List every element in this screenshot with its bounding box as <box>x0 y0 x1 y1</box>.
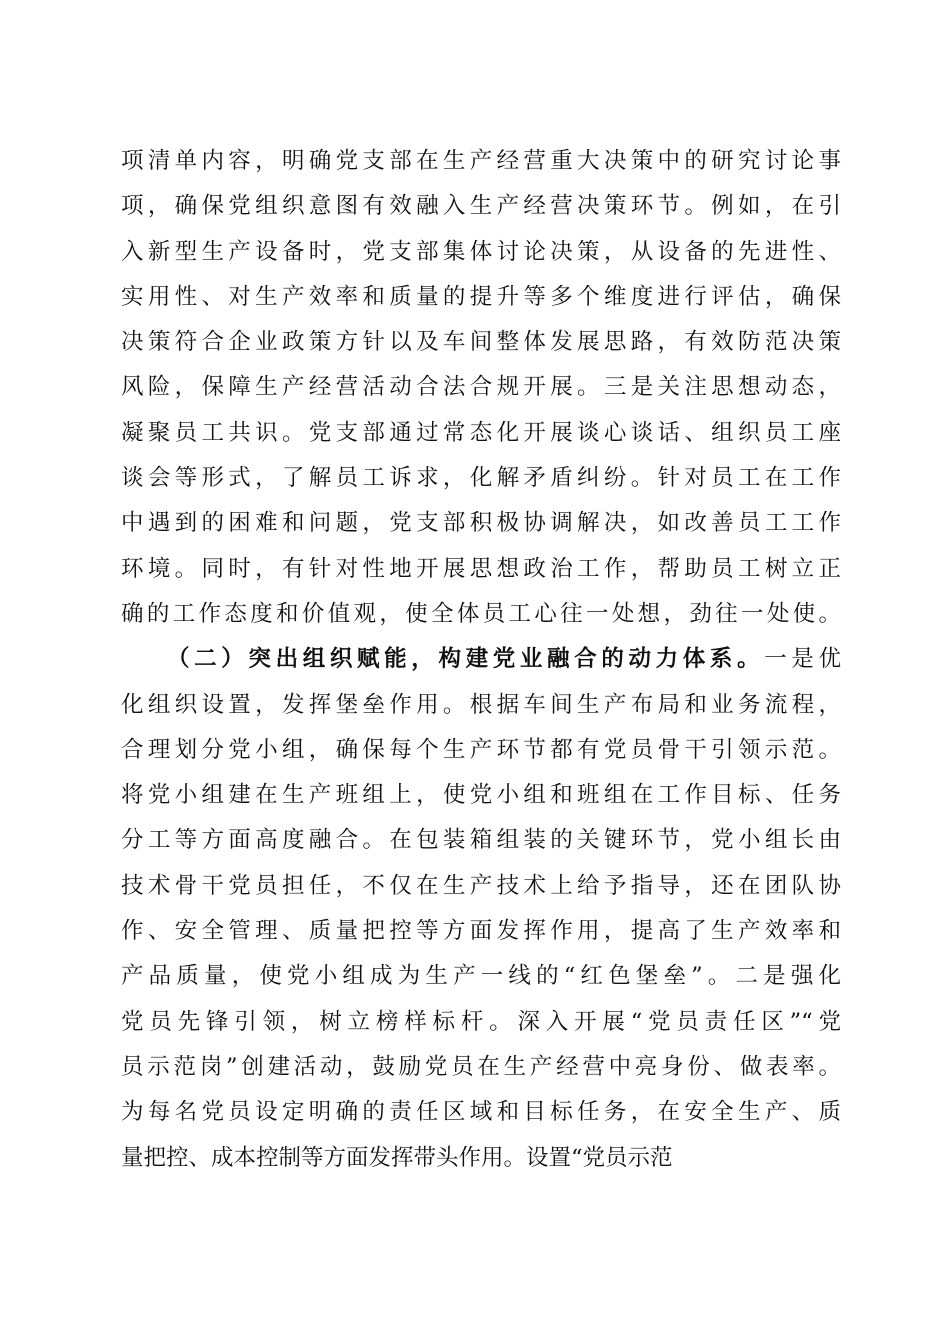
text-line: 项，确保党组织意图有效融入生产经营决策环节。例如，在引 <box>121 193 841 220</box>
text-line: 员示范岗”创建活动，鼓励党员在生产经营中亮身份、做表率。 <box>121 1053 841 1080</box>
text-line: 化组织设置，发挥堡垒作用。根据车间生产布局和业务流程， <box>121 691 841 718</box>
section-heading: （二）突出组织赋能，构建党业融合的动力体系。 <box>167 646 765 673</box>
text-line: 确的工作态度和价值观，使全体员工心往一处想，劲往一处使。 <box>121 600 841 627</box>
text-line: 将党小组建在生产班组上，使党小组和班组在工作目标、任务 <box>121 782 841 809</box>
text-line: 环境。同时，有针对性地开展思想政治工作，帮助员工树立正 <box>121 555 841 582</box>
text-line: 产品质量，使党小组成为生产一线的“红色堡垒”。二是强化 <box>121 963 841 990</box>
text-line: 合理划分党小组，确保每个生产环节都有党员骨干引领示范。 <box>121 736 841 763</box>
section-heading-line <box>121 637 841 682</box>
text-line: 分工等方面高度融合。在包装箱组装的关键环节，党小组长由 <box>121 827 841 854</box>
text-line: 谈会等形式，了解员工诉求，化解矛盾纠纷。针对员工在工作 <box>121 465 841 492</box>
text-line: 中遇到的困难和问题，党支部积极协调解决，如改善员工工作 <box>121 510 841 537</box>
text-line: 风险，保障生产经营活动合法合规开展。三是关注思想动态， <box>121 374 841 401</box>
heading-line-rest: 一是优 <box>764 646 841 673</box>
text-line: 量把控、成本控制等方面发挥带头作用。设置“党员示范 <box>121 1144 673 1171</box>
body-text <box>121 139 841 1181</box>
text-line: 技术骨干党员担任，不仅在生产技术上给予指导，还在团队协 <box>121 872 841 899</box>
text-line: 实用性、对生产效率和质量的提升等多个维度进行评估，确保 <box>121 283 841 310</box>
text-line: 入新型生产设备时，党支部集体讨论决策，从设备的先进性、 <box>121 238 841 265</box>
text-line: 凝聚员工共识。党支部通过常态化开展谈心谈话、组织员工座 <box>121 419 841 446</box>
text-line: 党员先锋引领，树立榜样标杆。深入开展“党员责任区”“党 <box>121 1008 841 1035</box>
text-line: 决策符合企业政策方针以及车间整体发展思路，有效防范决策 <box>121 329 841 356</box>
text-line: 作、安全管理、质量把控等方面发挥作用，提高了生产效率和 <box>121 918 841 945</box>
text-line: 为每名党员设定明确的责任区域和目标任务，在安全生产、质 <box>121 1099 841 1126</box>
text-line: 项清单内容，明确党支部在生产经营重大决策中的研究讨论事 <box>121 148 841 174</box>
